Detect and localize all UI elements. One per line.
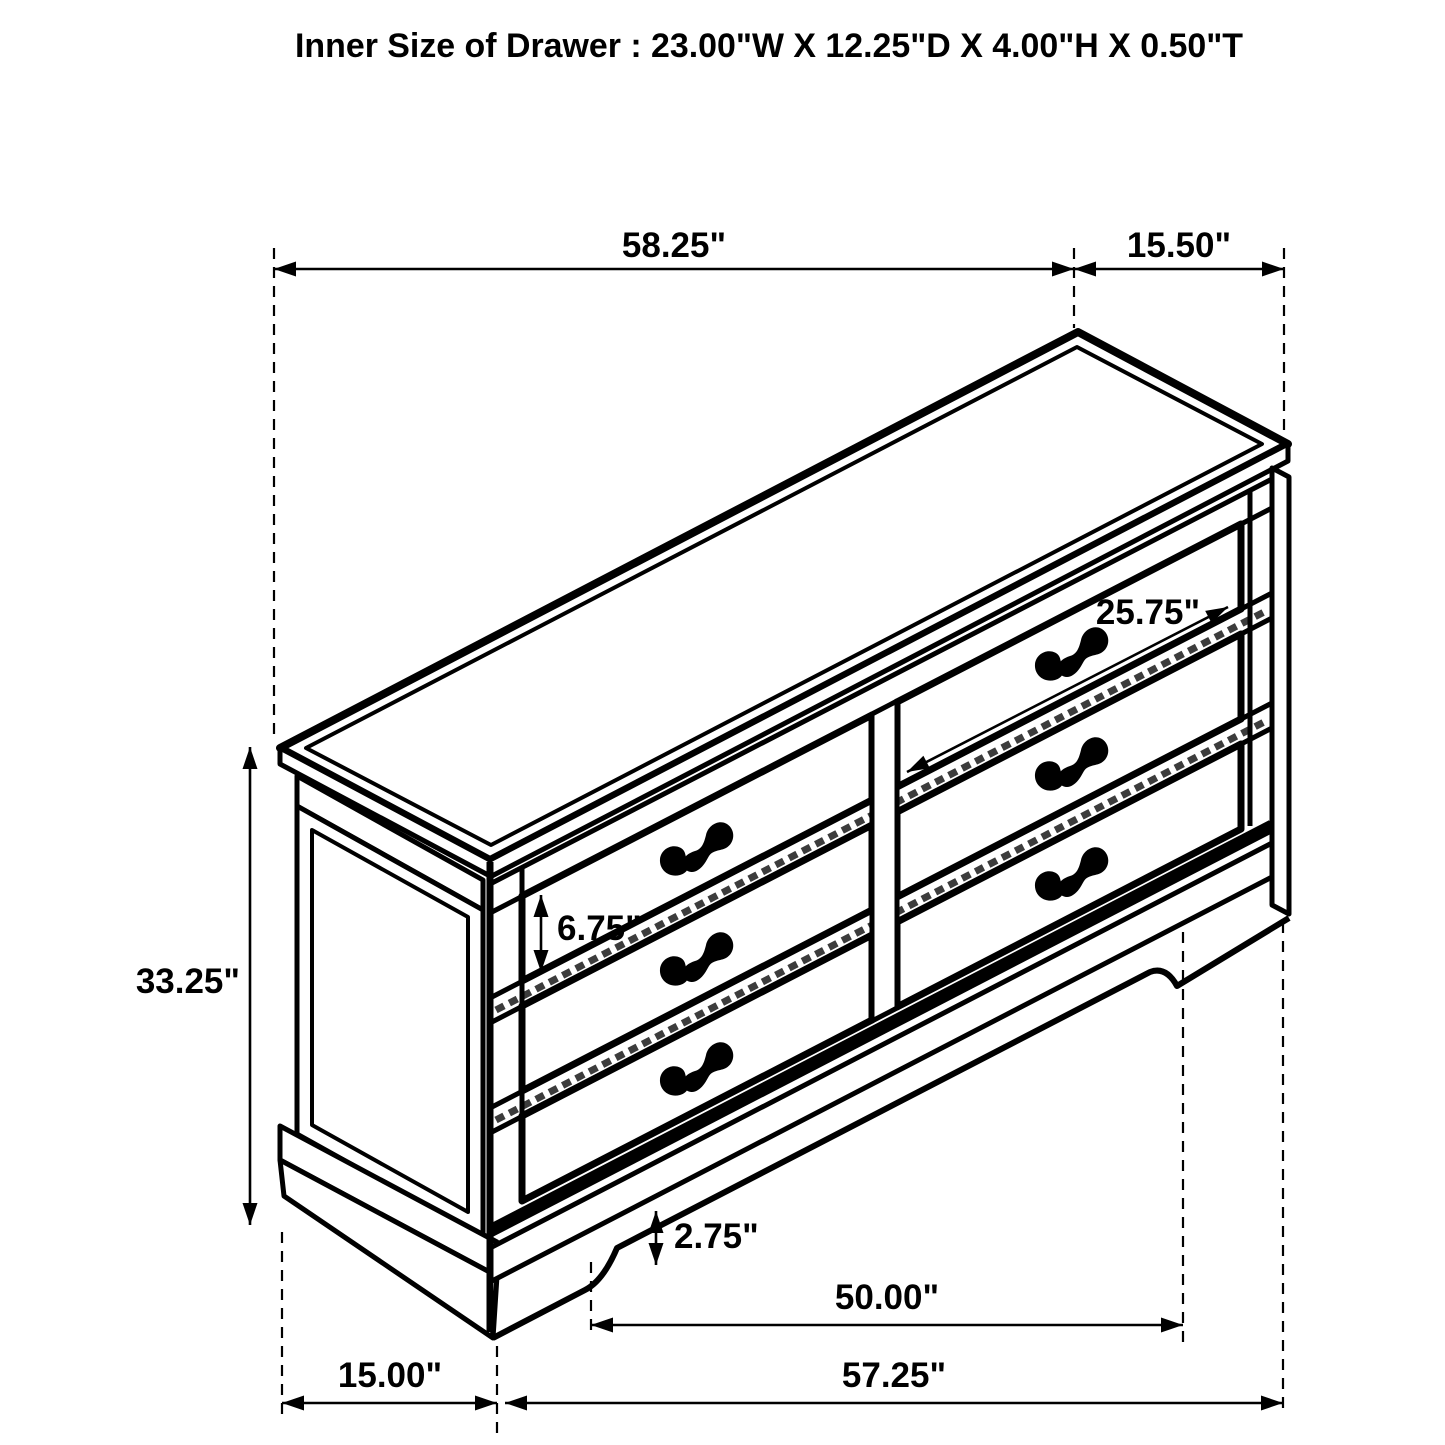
dim-feet-span-label: 50.00" — [834, 1278, 940, 1317]
dim-feet-span — [591, 1278, 1183, 1333]
dim-base-clearance — [649, 1211, 759, 1265]
dim-base-clearance-label: 2.75" — [674, 1217, 759, 1256]
dim-overall-height-label: 33.25" — [135, 962, 240, 1001]
dim-side-depth-label: 15.00" — [337, 1356, 443, 1395]
dim-top-width — [274, 226, 1074, 277]
dim-top-depth-label: 15.50" — [1126, 226, 1232, 265]
right-corner-post — [1272, 468, 1289, 914]
dim-drawer-diagonal-label: 25.75" — [1095, 593, 1201, 632]
dresser-illustration — [280, 332, 1289, 1338]
dim-overall-height — [136, 747, 258, 1225]
dim-top-width-label: 58.25" — [621, 226, 727, 265]
dim-top-depth — [1074, 226, 1284, 277]
dim-side-depth — [282, 1356, 497, 1411]
figure-title: Inner Size of Drawer : 23.00"W X 12.25"D X 4.00"H X 0.50"T — [295, 27, 1244, 65]
center-stile — [872, 701, 897, 1021]
dim-base-width-label: 57.25" — [841, 1356, 947, 1395]
dim-drawer-front-height-label: 6.75" — [557, 909, 642, 948]
dim-base-width — [505, 1356, 1283, 1411]
